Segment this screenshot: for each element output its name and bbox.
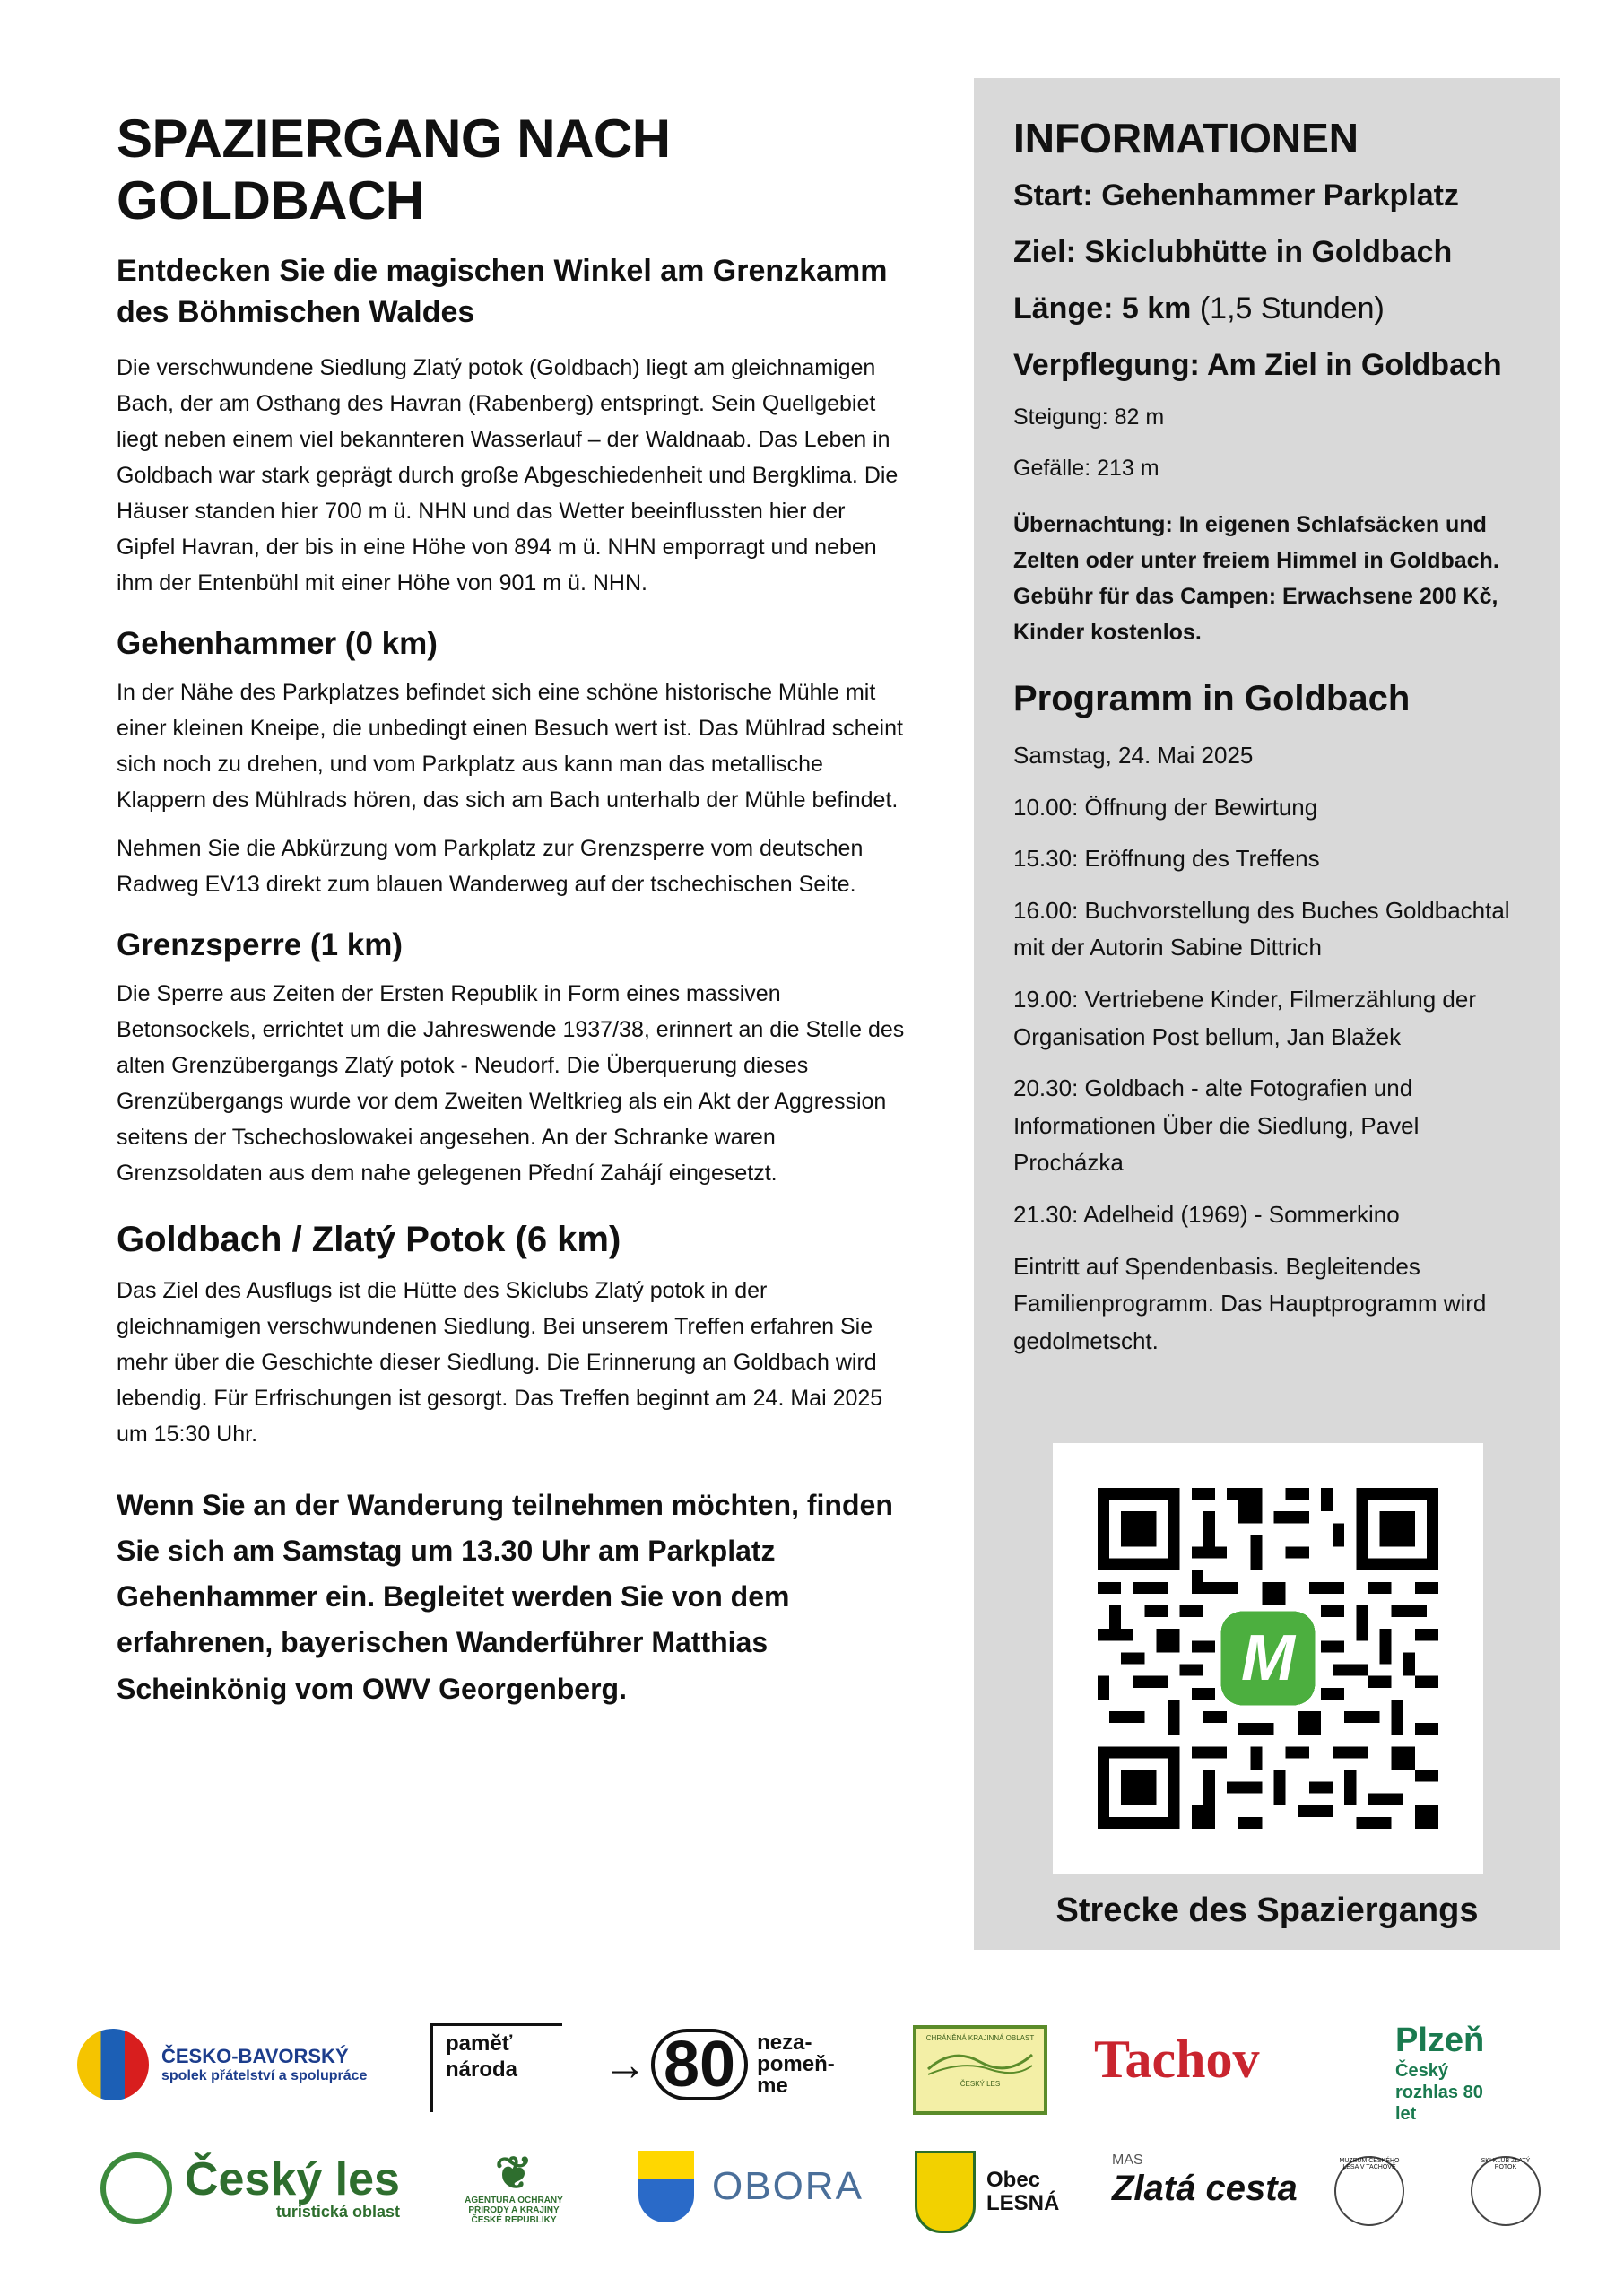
logo-plzen-sub: Český rozhlas 80 let (1395, 2061, 1483, 2124)
intro-paragraph: Die verschwundene Siedlung Zlatý potok (Goldbach) liegt am gleichnamigen Bach, der am Osthang des Havran (Rabenberg) entspringt. Sein Quellgebiet liegt neben einem viel bekannteren Wasserlauf – der Waldnaab. Das Leben in Goldbach war stark geprägt durch große Abgeschiedenheit und Bergklima. Die Häuser standen hier 700 m ü. NHN und das Wetter beeinflussten hier der Gipfel Havran, der bis in eine Höhe von 894 m ü. NHN emporragt und neben ihm der Entenbühl mit einer Höhe von 901 m ü. NHN. (117, 354, 899, 596)
info-gefaelle: Gefälle: 213 m (1013, 456, 1159, 481)
programm-item: 16.00: Buchvorstellung des Buches Goldbachtal mit der Autorin Sabine Dittrich (1013, 896, 1510, 961)
logo-tachov: Tachov (1094, 2030, 1260, 2089)
logo-aopk (456, 2148, 572, 2225)
logo-muzeum-ceskeho-lesa: MUZEUM ČESKÉHO LESA V TACHOVĚ (1334, 2156, 1404, 2226)
logo-cesky-les-sub: turistická oblast (275, 2202, 400, 2221)
info-laenge (1013, 291, 1524, 326)
logo-chko-bottom: ČESKÝ LES (960, 2080, 1001, 2088)
logo-cesky-les-title: Český les (185, 2152, 400, 2205)
section-grenzsperre-title: Grenzsperre (1 km) (117, 926, 404, 962)
logo-plzen-title: Plzeň (1395, 2022, 1485, 2059)
logo-cesky-les (100, 2152, 400, 2224)
programm-item: 20.30: Goldbach - alte Fotografien und Informationen Über die Siedlung, Pavel Procházka (1013, 1074, 1420, 1177)
section-goldbach-text: Das Ziel des Ausflugs ist die Hütte des Skiclubs Zlatý potok in der gleichnamigen verschwundenen Siedlung. Bei unserem Treffen erfahren Sie mehr über die Geschichte dieser Siedlung. Die Erinnerung an Goldbach wird lebendig. Für Erfrischungen ist gesorgt. Das Treffen beginnt am 24. Mai 2025 um 15:30 Uhr. (117, 1277, 883, 1447)
logo-cesko-bavorsky (77, 2029, 367, 2100)
section-gehenhammer-text-1: In der Nähe des Parkplatzes befindet sich eine schöne historische Mühle mit einer kleinen Kneipe, die unbedingt einen Besuch wert ist. Das Mühlrad scheint sich noch zu drehen, und vom Parkplatz aus kann man das metallische Klappern des Mühlrads hören, das sich am Bach unterhalb der Mühle befindet. (117, 679, 903, 813)
lesna-shield-icon (915, 2151, 976, 2233)
main-article (117, 108, 906, 1725)
logo-chko-top: CHRÁNĚNÁ KRAJINNÁ OBLAST (925, 2034, 1035, 2042)
call-to-action: Wenn Sie an der Wanderung teilnehmen möchten, finden Sie sich am Samstag um 13.30 Uhr am Parkplatz Gehenhammer ein. Begleitet werden Sie von dem erfahrenen, bayerischen Wanderführer Matthias Scheinkönig vom OWV Georgenberg. (117, 1488, 893, 1705)
info-steigung: Steigung: 82 m (1013, 404, 1165, 430)
cesky-les-circle-icon (100, 2152, 172, 2224)
logo-80-words: neza- pomeň- me (757, 2031, 835, 2098)
section-gehenhammer-text-2: Nehmen Sie die Abkürzung vom Parkplatz zur Grenzsperre vom deutschen Radweg EV13 direkt zum blauen Wanderweg auf der tschechischen Seite. (117, 835, 864, 897)
programm-item: 15.30: Eröffnung des Treffens (1013, 845, 1320, 873)
qr-caption: Strecke des Spaziergangs (1055, 1892, 1479, 1929)
section-gehenhammer-title: Gehenhammer (0 km) (117, 625, 438, 661)
landscape-icon (926, 2042, 1034, 2078)
logo-obora (638, 2151, 864, 2222)
info-uebernachtung: Übernachtung: In eigenen Schlafsäcken und Zelten oder unter freiem Himmel in Goldbach. Gebühr für das Campen: Erwachsene 200 Kč, Kinder kostenlos. (1013, 512, 1499, 645)
logo-cesko-bavorsky-title: ČESKO-BAVORSKÝ (161, 2045, 349, 2067)
programm-note: Eintritt auf Spendenbasis. Begleitendes Familienprogramm. Das Hauptprogramm wird gedolmetscht. (1013, 1252, 1487, 1354)
logo-obec-lesna (915, 2151, 1067, 2233)
logo-plzen-rozhlas (1395, 2022, 1503, 2125)
qr-code[interactable] (1053, 1443, 1483, 1874)
info-start: Start: Gehenhammer Parkplatz (1013, 178, 1459, 213)
programm-item: Samstag, 24. Mai 2025 (1013, 742, 1254, 769)
programm-item: 10.00: Öffnung der Bewirtung (1013, 793, 1318, 821)
section-goldbach-title: Goldbach / Zlatý Potok (6 km) (117, 1219, 621, 1259)
info-heading: INFORMATIONEN (1013, 115, 1359, 161)
logo-ski-klub: SKI KLUB ZLATÝ POTOK (1471, 2156, 1541, 2226)
logo-pamet-naroda: paměť národa (430, 2023, 562, 2112)
qr-center-logo-letter: M (1241, 1622, 1295, 1694)
programm-item: 19.00: Vertriebene Kinder, Filmerzählung der Organisation Post bellum, Jan Blažek (1013, 985, 1476, 1050)
info-laenge-duration: (1,5 Stunden) (1191, 291, 1385, 326)
programm-item: 21.30: Adelheid (1969) - Sommerkino (1013, 1200, 1400, 1228)
info-ziel: Ziel: Skiclubhütte in Goldbach (1013, 235, 1453, 269)
leaf-icon: ❦ (495, 2148, 533, 2198)
logo-zlata-cesta-text: Zlatá cesta (1112, 2169, 1298, 2208)
page-title: SPAZIERGANG NACH GOLDBACH (117, 109, 671, 230)
info-panel (974, 78, 1560, 1950)
info-laenge-bold: Länge: 5 km (1013, 291, 1192, 326)
programm-heading: Programm in Goldbach (1013, 679, 1411, 718)
page-subtitle: Entdecken Sie die magischen Winkel am Grenzkamm des Böhmischen Waldes (117, 254, 888, 329)
section-grenzsperre-text: Die Sperre aus Zeiten der Ersten Republik in Form eines massiven Betonsockels, errichtet um die Jahreswende 1937/38, erinnert an die Stelle des alten Grenzübergangs Zlatý potok - Neudorf. Die Überquerung dieses Grenzübergangs wurde vor dem Zweiten Weltkrieg als ein Akt der Aggression seitens der Tschechoslowakei angesehen. An der Schranke waren Grenzsoldaten aus dem nahe gelegenen Přední Zahájí eingesetzt. (117, 980, 905, 1186)
logo-chko-cesky-les (913, 2025, 1047, 2115)
logo-aopk-text: AGENTURA OCHRANY PŘÍRODY A KRAJINY ČESKÉ REPUBLIKY (465, 2196, 563, 2225)
arrow-icon: → (603, 2039, 647, 2090)
logo-mas-text: MAS (1112, 2152, 1143, 2168)
logo-zlata-cesta (1112, 2152, 1298, 2209)
logo-80-number: 80 (651, 2029, 748, 2100)
cesko-bavorsky-v-icon (77, 2029, 149, 2100)
logo-obora-text: OBORA (712, 2164, 864, 2208)
logo-cesko-bavorsky-sub: spolek přátelství a spolupráce (161, 2068, 368, 2083)
info-verpflegung: Verpflegung: Am Ziel in Goldbach (1013, 348, 1502, 382)
logo-80-nezapomenme (603, 2029, 855, 2100)
obora-shield-icon (638, 2151, 694, 2222)
logo-obec-lesna-text: Obec LESNÁ (986, 2167, 1060, 2215)
